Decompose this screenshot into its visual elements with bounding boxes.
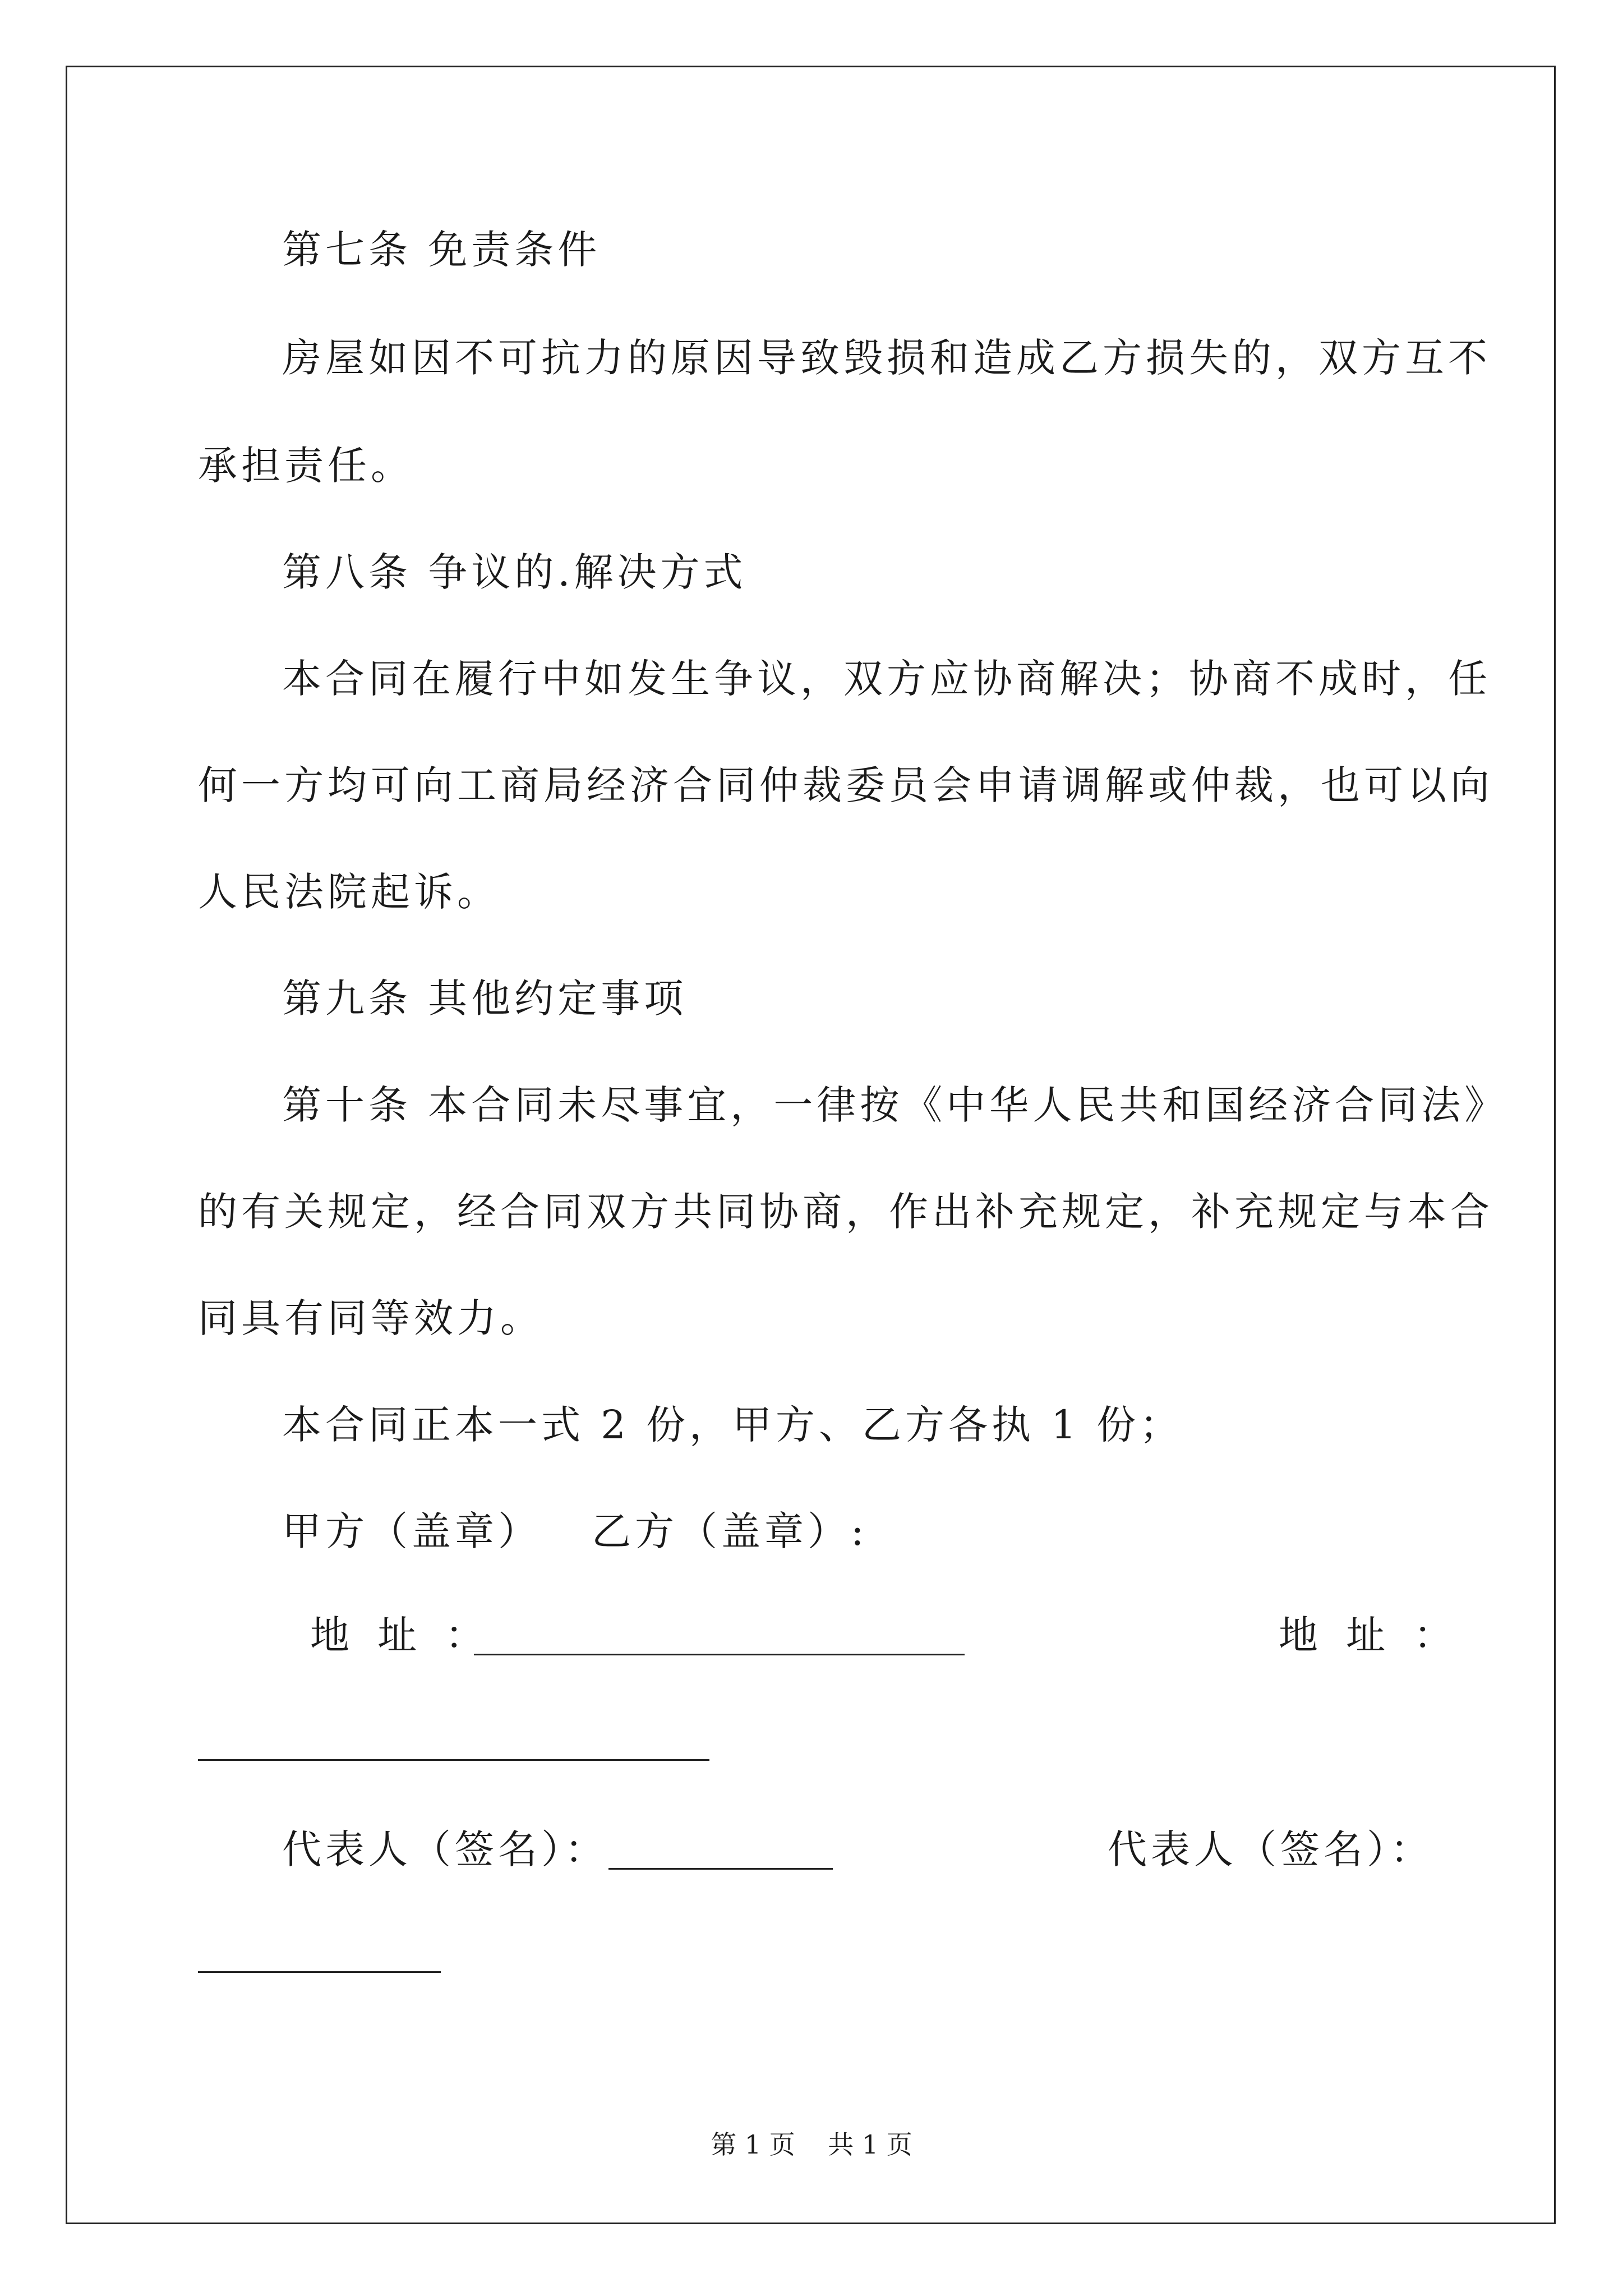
article-10-body-line-3: 同具有同等效力。 [198,1295,543,1341]
article-7-body-line-1: 房屋如因不可抗力的原因导致毁损和造成乙方损失的，双方互不 [282,335,1491,381]
article-8-title: 第八条 争议的.解决方式 [282,549,747,595]
article-7-body-line-2: 承担责任。 [198,443,414,489]
article-8-body-line-1: 本合同在履行中如发生争议，双方应协商解决；协商不成时，任 [282,656,1491,702]
representative-blank-a[interactable] [608,1868,833,1870]
address-blank-b[interactable] [198,1759,709,1761]
page-footer: 第 1 页 共 1 页 [711,2129,912,2160]
article-7-title: 第七条 免责条件 [282,227,601,273]
article-8-body-line-2: 何一方均可向工商局经济合同仲裁委员会申请调解或仲裁，也可以向 [198,762,1493,808]
article-9-title: 第九条 其他约定事项 [282,976,688,1022]
representative-label-b: 代表人（签名）： [1108,1826,1433,1872]
address-label-b: 地 址 ： [1279,1612,1461,1658]
party-b-seal: 乙方（盖章）: [592,1508,868,1554]
representative-label-a: 代表人（签名）： [282,1826,608,1872]
page-border [66,66,1556,2224]
article-8-body-line-3: 人民法院起诉。 [198,869,500,915]
party-a-seal: 甲方（盖章） [282,1508,541,1554]
copies-clause: 本合同正本一式 2 份，甲方、乙方各执 1 份； [282,1402,1183,1448]
address-blank-a[interactable] [474,1654,965,1655]
representative-blank-b[interactable] [198,1971,441,1973]
article-10-body-line-2: 的有关规定，经合同双方共同协商，作出补充规定，补充规定与本合 [198,1189,1493,1235]
address-label-a: 地 址 ： [310,1612,492,1658]
article-10-body-line-1: 第十条 本合同未尽事宜，一律按《中华人民共和国经济合同法》 [282,1082,1508,1128]
